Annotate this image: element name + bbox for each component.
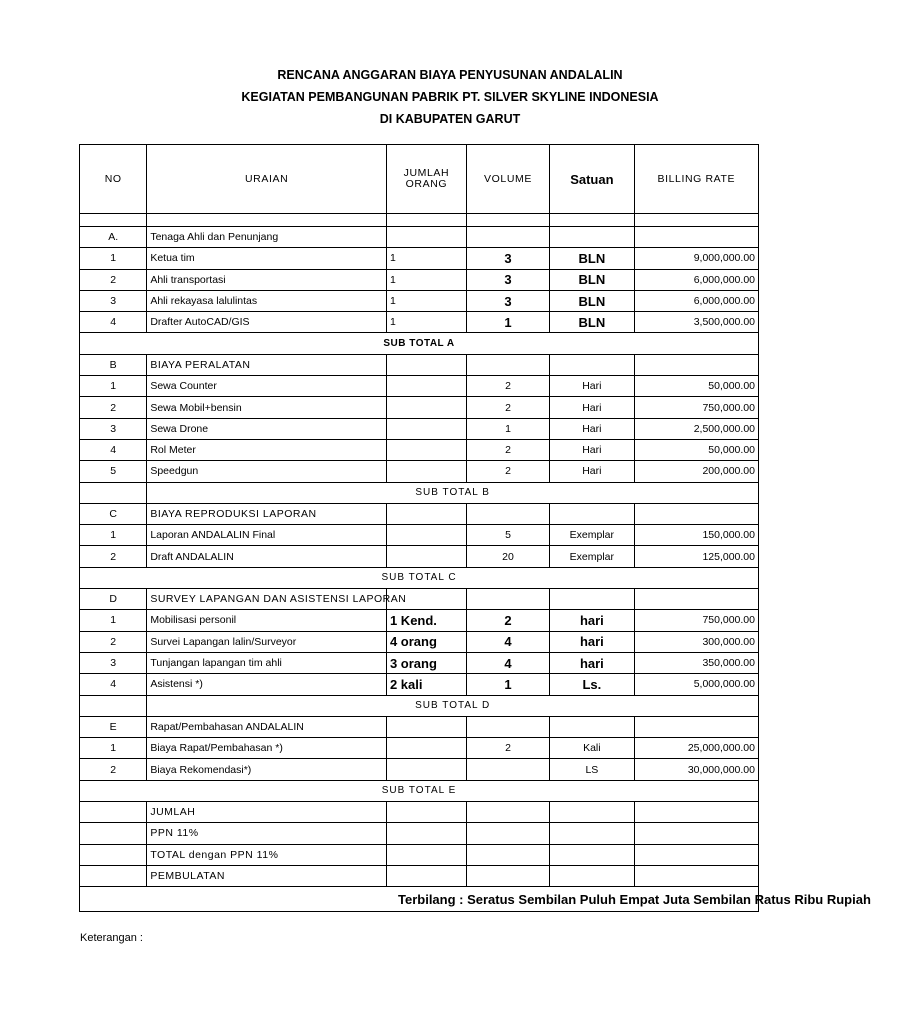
table-row [80,397,759,418]
row-rate: 350,000.00 [634,652,758,673]
row-volume: 2 [466,461,549,482]
table-row [80,631,759,652]
total-label: PPN 11% [147,823,387,844]
section-no: A. [80,227,147,248]
row-rate: 6,000,000.00 [634,269,758,290]
table-row [80,376,759,397]
header-no: NO [80,145,147,214]
table-row [80,652,759,673]
row-volume: 1 [466,312,549,333]
row-satuan: Hari [550,418,634,439]
document-title-block [0,64,900,130]
title-line-1: RENCANA ANGGARAN BIAYA PENYUSUNAN ANDALALIN [277,68,623,82]
row-no: 1 [80,738,147,759]
row-no: 1 [80,376,147,397]
row-volume: 2 [466,376,549,397]
row-no: 2 [80,759,147,780]
row-satuan: BLN [550,312,634,333]
row-orang: 1 Kend. [386,610,466,631]
row-satuan: LS [550,759,634,780]
row-uraian: Mobilisasi personil [147,610,387,631]
row-no: 2 [80,269,147,290]
row-no: 3 [80,418,147,439]
row-rate: 150,000.00 [634,525,758,546]
row-rate: 125,000.00 [634,546,758,567]
row-no: 2 [80,397,147,418]
row-uraian: Asistensi *) [147,674,387,695]
subtotal-label: SUB TOTAL E [80,780,759,801]
row-volume [466,759,549,780]
row-orang: 2 kali [386,674,466,695]
row-volume: 2 [466,738,549,759]
total-label: JUMLAH [147,802,387,823]
subtotal-label: SUB TOTAL B [147,482,759,503]
subtotal-row [80,333,759,354]
row-volume: 3 [466,269,549,290]
row-orang: 1 [386,269,466,290]
keterangan-label: Keterangan : [80,932,143,944]
table-row [80,461,759,482]
row-volume: 3 [466,248,549,269]
row-volume: 2 [466,397,549,418]
row-no: 3 [80,290,147,311]
total-row [80,823,759,844]
budget-table [79,144,871,912]
row-no: 4 [80,312,147,333]
table-row [80,738,759,759]
total-label: PEMBULATAN [147,865,387,886]
table-row [80,248,759,269]
row-rate: 750,000.00 [634,610,758,631]
row-rate: 750,000.00 [634,397,758,418]
row-orang: 1 [386,290,466,311]
row-rate: 200,000.00 [634,461,758,482]
row-volume: 2 [466,610,549,631]
header-billing-rate: BILLING RATE [634,145,758,214]
row-no: 3 [80,652,147,673]
row-rate: 50,000.00 [634,439,758,460]
row-no: 4 [80,674,147,695]
budget-table-container [79,144,871,914]
row-satuan: hari [550,610,634,631]
section-no: C [80,503,147,524]
row-uraian: Survei Lapangan lalin/Surveyor [147,631,387,652]
row-uraian: Draft ANDALALIN [147,546,387,567]
total-row [80,844,759,865]
subtotal-row [80,482,759,503]
row-uraian: Ahli transportasi [147,269,387,290]
row-orang: 1 [386,312,466,333]
subtotal-row [80,567,759,588]
row-no: 1 [80,525,147,546]
row-satuan: Hari [550,397,634,418]
section-title: Tenaga Ahli dan Penunjang [147,227,387,248]
section-no: D [80,589,147,610]
section-d-header [80,589,759,610]
terbilang-row [80,887,759,912]
table-row [80,759,759,780]
section-title: BIAYA REPRODUKSI LAPORAN [147,503,387,524]
section-title: BIAYA PERALATAN [147,354,387,375]
row-uraian: Rol Meter [147,439,387,460]
subtotal-label: SUB TOTAL A [80,333,759,354]
table-row [80,525,759,546]
table-header-row [80,145,759,214]
title-line-2: KEGIATAN PEMBANGUNAN PABRIK PT. SILVER SKYLINE INDONESIA [241,90,659,104]
header-uraian: URAIAN [147,145,387,214]
row-satuan: BLN [550,290,634,311]
section-title: Rapat/Pembahasan ANDALALIN [147,716,387,737]
table-row [80,290,759,311]
row-no: 4 [80,439,147,460]
row-satuan: Ls. [550,674,634,695]
row-uraian: Ketua tim [147,248,387,269]
row-uraian: Ahli rekayasa lalulintas [147,290,387,311]
header-volume: VOLUME [466,145,549,214]
terbilang-text: Terbilang : Seratus Sembilan Puluh Empat Juta Sembilan Ratus Ribu Rupiah [80,887,759,912]
row-uraian: Speedgun [147,461,387,482]
section-c-header [80,503,759,524]
section-no: B [80,354,147,375]
row-no: 5 [80,461,147,482]
table-row [80,610,759,631]
table-row [80,546,759,567]
section-b-header [80,354,759,375]
row-satuan: BLN [550,269,634,290]
section-e-header [80,716,759,737]
row-volume: 1 [466,674,549,695]
row-uraian: Laporan ANDALALIN Final [147,525,387,546]
total-label: TOTAL dengan PPN 11% [147,844,387,865]
section-a-header [80,227,759,248]
subtotal-label: SUB TOTAL D [147,695,759,716]
row-rate: 300,000.00 [634,631,758,652]
row-volume: 1 [466,418,549,439]
subtotal-label: SUB TOTAL C [80,567,759,588]
row-no: 2 [80,546,147,567]
row-rate: 6,000,000.00 [634,290,758,311]
row-rate: 30,000,000.00 [634,759,758,780]
row-uraian: Drafter AutoCAD/GIS [147,312,387,333]
row-rate: 50,000.00 [634,376,758,397]
section-title: SURVEY LAPANGAN DAN ASISTENSI LAPORAN [147,589,387,610]
row-uraian: Sewa Mobil+bensin [147,397,387,418]
row-volume: 5 [466,525,549,546]
row-rate: 25,000,000.00 [634,738,758,759]
row-volume: 4 [466,652,549,673]
section-no: E [80,716,147,737]
table-row [80,418,759,439]
total-row [80,802,759,823]
row-satuan: Hari [550,439,634,460]
row-rate: 9,000,000.00 [634,248,758,269]
subtotal-row [80,780,759,801]
row-orang: 3 orang [386,652,466,673]
row-volume: 20 [466,546,549,567]
row-satuan: Hari [550,376,634,397]
row-volume: 2 [466,439,549,460]
row-satuan: Exemplar [550,546,634,567]
table-row [80,439,759,460]
row-no: 1 [80,248,147,269]
row-volume: 3 [466,290,549,311]
row-satuan: Kali [550,738,634,759]
row-satuan: BLN [550,248,634,269]
row-no: 1 [80,610,147,631]
row-no: 2 [80,631,147,652]
table-row [80,674,759,695]
row-uraian: Biaya Rekomendasi*) [147,759,387,780]
row-satuan: hari [550,631,634,652]
row-uraian: Biaya Rapat/Pembahasan *) [147,738,387,759]
spacer-row [80,214,759,227]
row-volume: 4 [466,631,549,652]
table-row [80,312,759,333]
row-uraian: Sewa Counter [147,376,387,397]
row-orang: 4 orang [386,631,466,652]
row-uraian: Tunjangan lapangan tim ahli [147,652,387,673]
row-satuan: Hari [550,461,634,482]
row-rate: 2,500,000.00 [634,418,758,439]
row-satuan: Exemplar [550,525,634,546]
row-orang: 1 [386,248,466,269]
row-rate: 5,000,000.00 [634,674,758,695]
row-satuan: hari [550,652,634,673]
title-line-3: DI KABUPATEN GARUT [379,112,521,126]
row-uraian: Sewa Drone [147,418,387,439]
total-row [80,865,759,886]
header-jumlah-orang: JUMLAH ORANG [386,145,466,214]
subtotal-row [80,695,759,716]
header-satuan: Satuan [550,145,634,214]
row-rate: 3,500,000.00 [634,312,758,333]
table-row [80,269,759,290]
